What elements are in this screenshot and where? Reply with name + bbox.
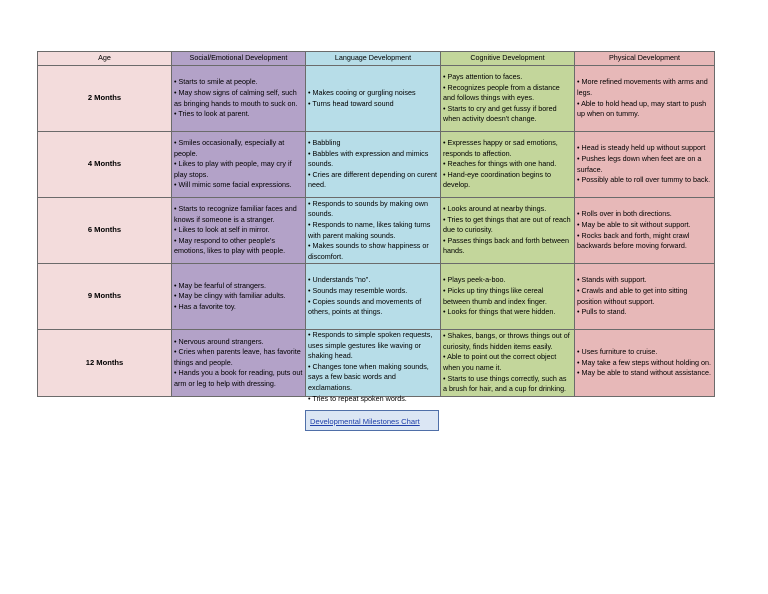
social-cell-content (174, 138, 303, 191)
milestone-item: • Starts to smile at people. (174, 77, 258, 87)
milestone-item: • Able to hold head up, may start to push up when on tummy. (577, 98, 707, 119)
social-cell (172, 66, 306, 132)
milestone-item: • Tries to repeat spoken words. (308, 393, 407, 403)
language-cell (306, 66, 441, 132)
milestone-item: • Cries are different depending on curent need. (308, 169, 438, 190)
milestone-item: • Babbles with expression and mimics sounds. (308, 148, 429, 169)
milestone-item: • Hand-eye coordination begins to develop. (443, 169, 552, 190)
header-physical: Physical Development (575, 52, 715, 66)
age-cell: 2 Months (38, 66, 172, 132)
milestone-item: • Cries when parents leave, has favorite things and people. (174, 347, 301, 367)
milestone-item: • Smiles occasionally, especially at people. (174, 138, 285, 158)
language-cell-content (308, 275, 438, 317)
social-cell (172, 132, 306, 198)
social-cell (172, 264, 306, 330)
milestone-item: • Babbling (308, 138, 341, 148)
milestone-item: • Starts to recognize familiar faces and knows if someone is a stranger. (174, 204, 297, 224)
physical-cell-content (577, 143, 712, 185)
language-cell (306, 132, 441, 198)
milestone-item: • May take a few steps without holding on. (577, 357, 711, 367)
milestone-item: • More refined movements with arms and legs. (577, 77, 708, 97)
milestone-item: • Head is steady held up without support (577, 143, 706, 153)
milestone-item: • Understands "no". (308, 275, 371, 285)
milestone-item: • May be clingy with familiar adults. (174, 291, 286, 301)
milestone-item: • Pays attention to faces. (443, 72, 523, 82)
milestone-item: • Stands with support. (577, 275, 647, 285)
milestone-item: • Possibly able to roll over tummy to back. (577, 175, 711, 185)
milestone-item: • Makes sounds to show happiness or discomfort. (308, 241, 429, 261)
physical-cell (575, 198, 715, 264)
table-row (38, 198, 715, 264)
header-language: Language Development (306, 52, 441, 66)
social-cell (172, 330, 306, 397)
language-cell-content (308, 88, 438, 109)
milestone-item: • Likes to play with people, may cry if play stops. (174, 159, 292, 179)
milestone-item: • Recognizes people from a distance and follows things with eyes. (443, 82, 560, 103)
milestone-item: • Sounds may resemble words. (308, 285, 408, 295)
physical-cell-content (577, 347, 712, 379)
milestone-item: • Looks around at nearby things. (443, 204, 547, 214)
cognitive-cell-content (443, 275, 572, 317)
milestone-item: • Looks for things that were hidden. (443, 307, 556, 317)
age-cell: 6 Months (38, 198, 172, 264)
age-cell: 9 Months (38, 264, 172, 330)
table-row (38, 330, 715, 397)
language-cell-content (308, 138, 438, 191)
cognitive-cell (441, 264, 575, 330)
physical-cell-content (577, 209, 712, 251)
header-row (38, 52, 715, 66)
milestone-item: • Picks up tiny things like cereal between thumb and index finger. (443, 285, 547, 306)
age-cell: 12 Months (38, 330, 172, 397)
milestone-item: • May show signs of calming self, such as bringing hands to mouth to suck on. (174, 87, 298, 108)
milestone-item: • Crawls and able to get into sitting position without support. (577, 285, 688, 306)
cognitive-cell (441, 66, 575, 132)
milestone-item: • Responds to name, likes taking turns with parent making sounds. (308, 219, 431, 240)
milestone-item: • Shakes, bangs, or throws things out of curiosity, finds hidden items easily. (443, 331, 570, 351)
milestone-item: • May be able to stand without assistance. (577, 368, 711, 378)
milestone-item: • Has a favorite toy. (174, 301, 236, 311)
milestone-item: • Pushes legs down when feet are on a surface. (577, 153, 702, 174)
milestone-item: • Hands you a book for reading, puts out arm or leg to help with dressing. (174, 368, 303, 388)
milestone-item: • Will mimic some facial expressions. (174, 180, 292, 190)
milestone-item: • Rolls over in both directions. (577, 209, 672, 219)
language-cell-content (308, 199, 438, 263)
milestone-item: • Makes cooing or gurgling noises (308, 87, 416, 97)
milestone-item: • Nervous around strangers. (174, 336, 264, 346)
milestone-item: • Reaches for things with one hand. (443, 159, 557, 169)
header-cognitive: Cognitive Development (441, 52, 575, 66)
milestone-item: • Rocks back and forth, might crawl backwards before moving forward. (577, 230, 690, 251)
cognitive-cell-content (443, 204, 572, 257)
milestone-item: • Changes tone when making sounds, says a few basic words and exclamations. (308, 361, 429, 392)
milestone-item: • May respond to other people's emotions, likes to play with people. (174, 235, 286, 256)
milestone-item: • Passes things back and forth between hands. (443, 235, 569, 256)
physical-cell (575, 264, 715, 330)
physical-cell-content (577, 77, 712, 119)
physical-cell (575, 132, 715, 198)
milestone-item: • Starts to use things correctly, such as a brush for hair, and a cup for drinking. (443, 373, 567, 394)
social-cell-content (174, 204, 303, 257)
cognitive-cell-content (443, 138, 572, 191)
cognitive-cell-content (443, 331, 572, 395)
milestone-item: • Tries to get things that are out of reach due to curiosity. (443, 214, 571, 235)
milestones-table (37, 51, 715, 403)
milestone-item: • Able to point out the correct object when you name it. (443, 352, 557, 372)
milestone-item: • Tries to look at parent. (174, 109, 250, 119)
language-cell (306, 330, 441, 403)
milestone-item: • May be fearful of strangers. (174, 280, 267, 290)
milestone-item: • Expresses happy or sad emotions, responds to affection. (443, 138, 558, 158)
milestone-item: • Plays peek-a-boo. (443, 275, 506, 285)
social-cell (172, 198, 306, 264)
physical-cell (575, 66, 715, 132)
milestone-item: • May be able to sit without support. (577, 219, 691, 229)
table-row (38, 264, 715, 330)
milestone-item: • Copies sounds and movements of others, points at things. (308, 296, 422, 317)
header-social: Social/Emotional Development (172, 52, 306, 66)
milestone-item: • Responds to sounds by making own sounds. (308, 198, 428, 219)
language-cell-content (308, 330, 438, 403)
cognitive-cell-content (443, 72, 572, 125)
language-cell (306, 264, 441, 330)
physical-cell-content (577, 275, 712, 317)
cognitive-cell (441, 330, 575, 397)
social-cell-content (174, 337, 303, 390)
milestone-item: • Turns head toward sound (308, 98, 394, 108)
age-cell: 4 Months (38, 132, 172, 198)
milestone-item: • Pulls to stand. (577, 307, 627, 317)
cognitive-cell (441, 198, 575, 264)
developmental-milestones-link[interactable]: Developmental Milestones Chart (310, 417, 420, 426)
physical-cell (575, 330, 715, 397)
cognitive-cell (441, 132, 575, 198)
milestone-item: • Starts to cry and get fussy if bored when activity doesn't change. (443, 103, 557, 124)
social-cell-content (174, 281, 303, 313)
milestone-item: • Responds to simple spoken requests, uses simple gestures like waving or shaking head. (308, 330, 433, 361)
chart-link-box (305, 410, 439, 431)
header-age: Age (38, 52, 172, 66)
language-cell (306, 198, 441, 264)
milestone-item: • Likes to look at self in mirror. (174, 225, 270, 235)
table-row (38, 132, 715, 198)
social-cell-content (174, 77, 303, 119)
table-row (38, 66, 715, 132)
milestone-item: • Uses furniture to cruise. (577, 347, 658, 357)
